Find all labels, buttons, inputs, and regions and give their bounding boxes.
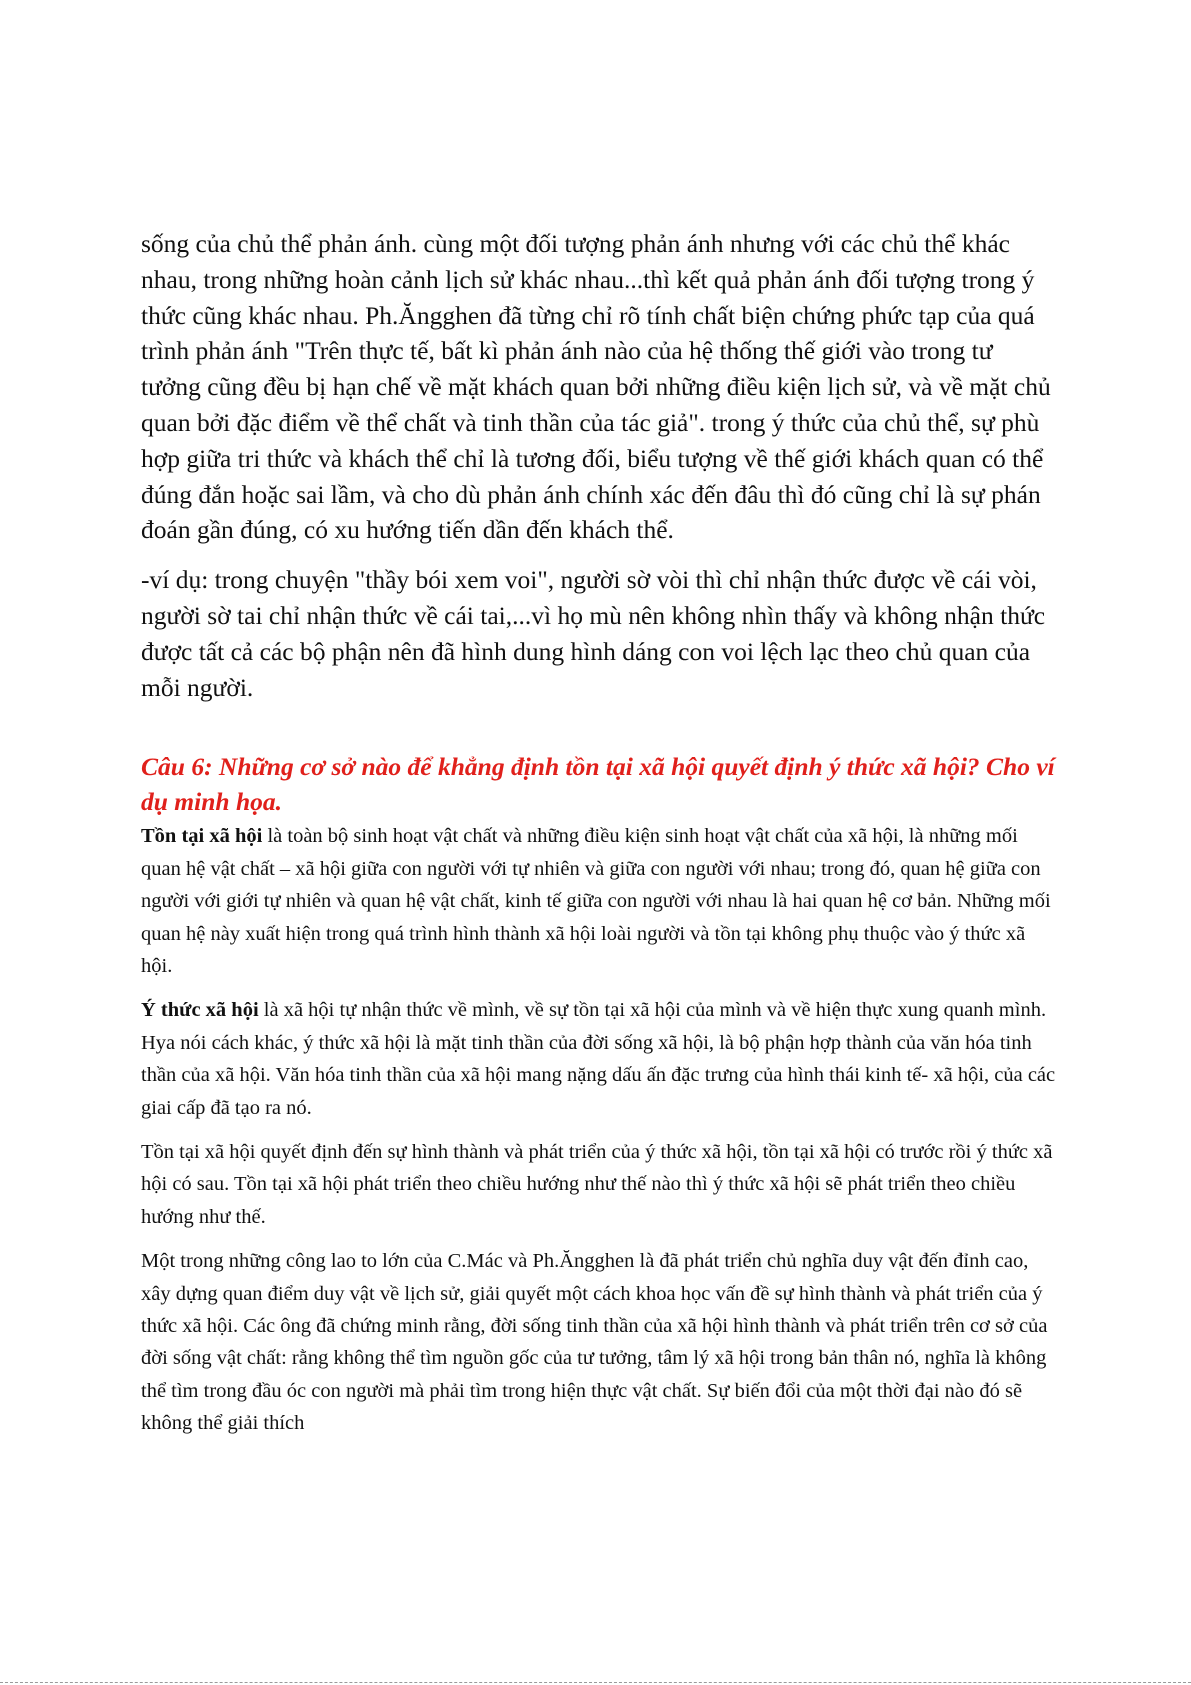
definition-social-consciousness: là xã hội tự nhận thức về mình, về sự tồn tại xã hội của mình và về hiện thực xung quanh mình. Hya nói cách khác, ý thức xã hội là mặt tinh thần của đời sống xã hội, là bộ phận hợp thành của văn hóa tinh thần của xã hội. Văn hóa tinh thần của xã hội mang nặng dấu ấn đặc trưng của hình thái kinh tế- xã hội, của các giai cấp đã tạo ra nó.: [141, 999, 1056, 1119]
document-page: [141, 226, 1056, 1440]
term-social-existence: Tồn tại xã hội: [141, 825, 263, 848]
paragraph-social-existence: [141, 820, 1056, 982]
page-bottom-divider: [0, 1682, 1191, 1683]
question-heading: Câu 6: Những cơ sở nào để khẳng định tồn tại xã hội quyết định ý thức xã hội? Cho ví dụ minh họa.: [141, 752, 1055, 817]
paragraph-determination: Tồn tại xã hội quyết định đến sự hình thành và phát triển của ý thức xã hội, tồn tại xã hội có trước rồi ý thức xã hội có sau. Tồn tại xã hội phát triển theo chiều hướng như thế nào thì ý thức xã hội sẽ phát triển theo chiều hướng như thế.: [141, 1141, 1053, 1228]
paragraph-reflection: sống của chủ thể phản ánh. cùng một đối tượng phản ánh nhưng với các chủ thể khác nhau, trong những hoàn cảnh lịch sử khác nhau...thì kết quả phản ánh đối tượng trong ý thức cũng khác nhau. Ph.Ăngghen đã từng chỉ rõ tính chất biện chứng phức tạp của quá trình phản ánh "Trên thực tế, bất kì phản ánh nào của hệ thống thế giới vào trong tư tưởng cũng đều bị hạn chế về mặt khách quan bởi những điều kiện lịch sử, và về mặt chủ quan bởi đặc điểm về thể chất và tinh thần của tác giả". trong ý thức của chủ thể, sự phù hợp giữa tri thức và khách thể chỉ là tương đối, biểu tượng về thế giới khách quan có thể đúng đắn hoặc sai lầm, và cho dù phản ánh chính xác đến đâu thì đó cũng chỉ là sự phán đoán gần đúng, có xu hướng tiến dần đến khách thể.: [141, 229, 1051, 545]
term-social-consciousness: Ý thức xã hội: [141, 999, 259, 1022]
paragraph-example: -ví dụ: trong chuyện "thầy bói xem voi", người sờ vòi thì chỉ nhận thức được về cái vòi, người sờ tai chỉ nhận thức về cái tai,...vì họ mù nên không nhìn thấy và không nhận thức được tất cả các bộ phận nên đã hình dung hình dáng con voi lệch lạc theo chủ quan của mỗi người.: [141, 565, 1046, 702]
definition-social-existence: là toàn bộ sinh hoạt vật chất và những điều kiện sinh hoạt vật chất của xã hội, là những mối quan hệ vật chất – xã hội giữa con người với tự nhiên và giữa con người với nhau; trong đó, quan hệ giữa con người với giới tự nhiên và quan hệ vật chất, kinh tế giữa con người với nhau là hai quan hệ cơ bản. Những mối quan hệ này xuất hiện trong quá trình hình thành xã hội loài người và tồn tại không phụ thuộc vào ý thức xã hội.: [141, 825, 1051, 977]
paragraph-marx-engels: Một trong những công lao to lớn của C.Mác và Ph.Ăngghen là đã phát triển chủ nghĩa duy vật đến đỉnh cao, xây dựng quan điểm duy vật về lịch sử, giải quyết một cách khoa học vấn đề sự hình thành và phát triển của ý thức xã hội. Các ông đã chứng minh rằng, đời sống tinh thần của xã hội hình thành và phát triển trên cơ sở của đời sống vật chất: rằng không thể tìm nguồn gốc của tư tưởng, tâm lý xã hội trong bản thân nó, nghĩa là không thể tìm trong đầu óc con người mà phải tìm trong hiện thực vật chất. Sự biến đổi của một thời đại nào đó sẽ không thể giải thích: [141, 1250, 1048, 1435]
paragraph-social-consciousness: [141, 994, 1056, 1124]
